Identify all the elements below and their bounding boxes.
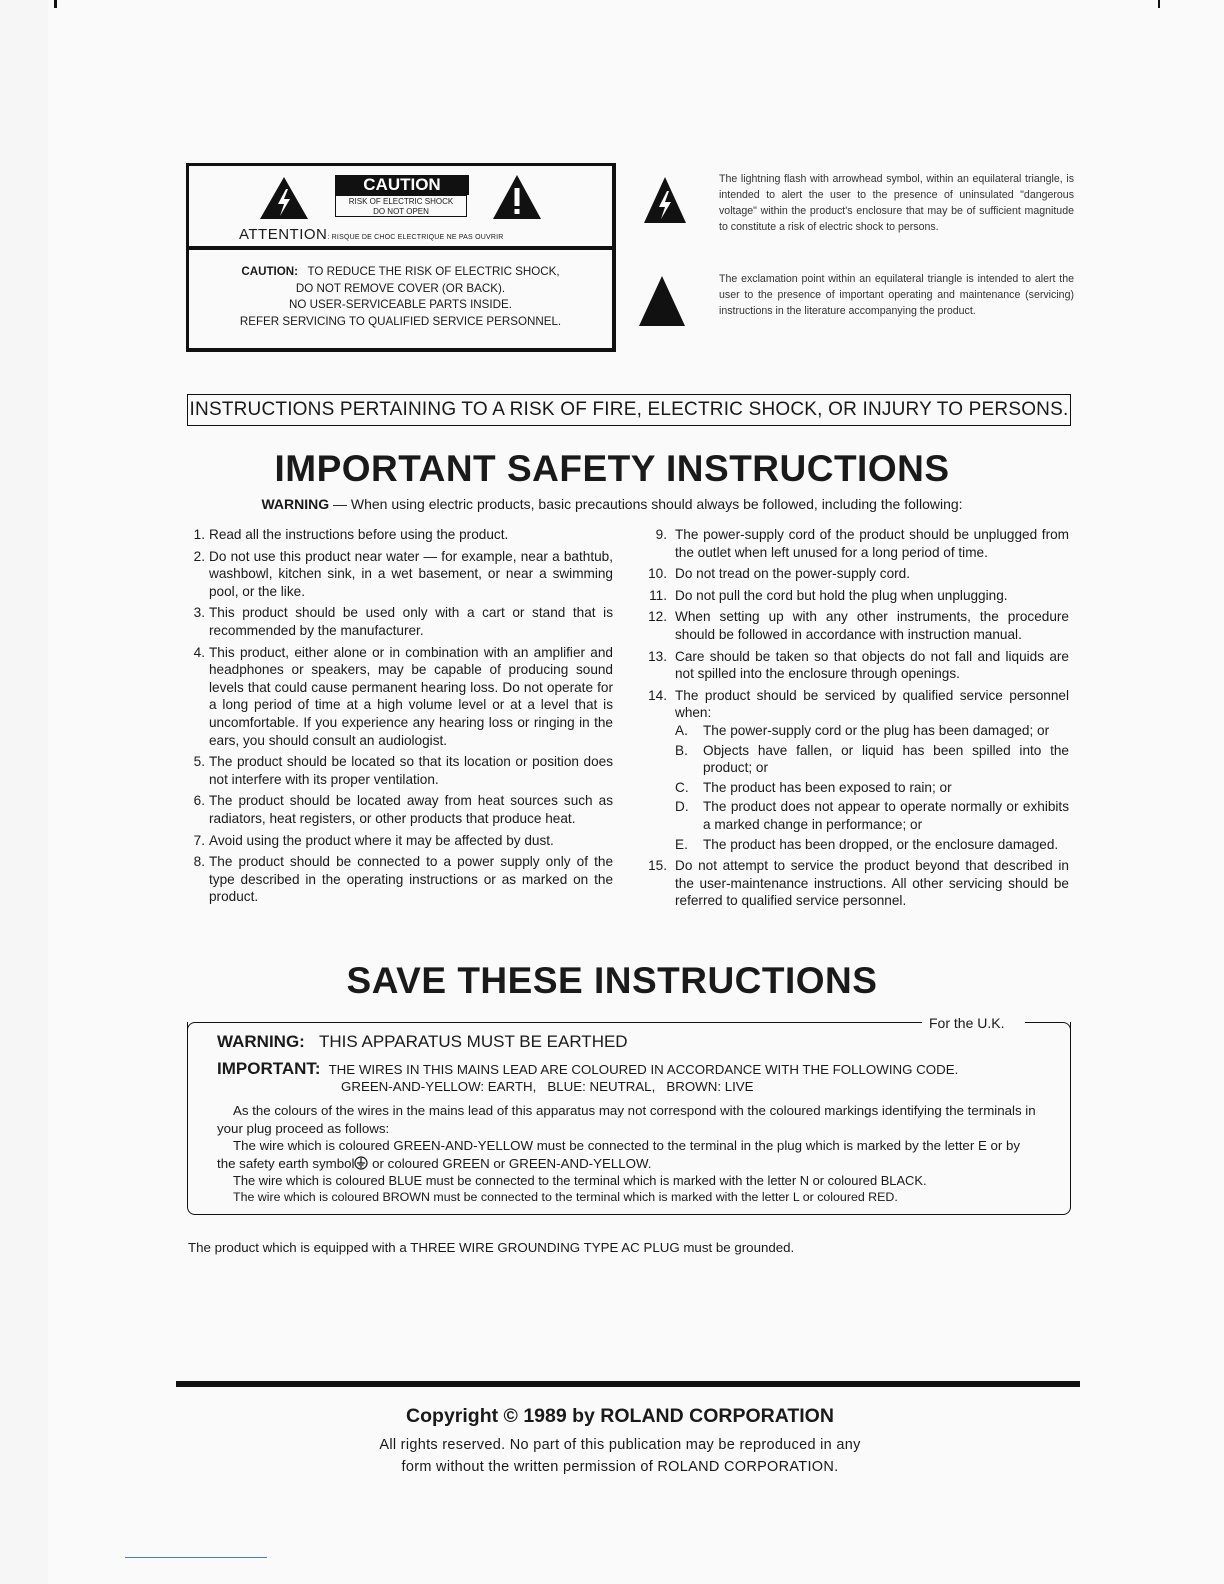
caution-box — [186, 163, 616, 352]
save-instructions-title: SAVE THESE INSTRUCTIONS — [346, 960, 878, 1001]
instructions-right-column — [645, 526, 1069, 914]
item-text: Do not pull the cord but hold the plug when unplugging. — [675, 587, 1008, 603]
item-number: 12. — [648, 609, 667, 625]
list-item — [187, 832, 613, 850]
item-text: The product has been dropped, or the enclosure damaged. — [703, 836, 1059, 852]
list-item — [187, 526, 613, 544]
list-item — [645, 565, 1069, 583]
uk-box-border — [1025, 1022, 1063, 1023]
caution-divider — [189, 246, 612, 250]
warning-line: WARNING — When using electric products, basic precautions should always be followed, including the following: — [261, 496, 963, 512]
item-text: Objects have fallen, or liquid has been spilled into the product; or — [703, 742, 1069, 776]
uk-box-corner — [187, 1022, 198, 1033]
item-text: The product should be serviced by qualified service personnel when: — [675, 687, 1069, 721]
sub-list — [675, 722, 1069, 853]
list-item — [675, 722, 1069, 740]
list-item — [645, 648, 1069, 683]
item-number: D. — [675, 799, 689, 815]
item-number: 5. — [193, 754, 205, 770]
instructions-left-column — [187, 526, 613, 910]
lightning-warning-icon — [643, 176, 687, 224]
item-number: 9. — [655, 527, 667, 542]
item-number: 10. — [648, 566, 667, 582]
item-number: 2. — [193, 548, 205, 564]
uk-important: IMPORTANT: THE WIRES IN THIS MAINS LEAD ARE COLOURED IN ACCORDANCE WITH THE FOLLOWING CODE. — [217, 1059, 959, 1078]
exclamation-symbol-text: The exclamation point within an equilateral triangle is intended to alert the user to the presence of important operating and maintenance (servicing) instructions in the literature accompanying the product. — [719, 273, 1074, 317]
rights-line: All rights reserved. No part of this publication may be reproduced in any — [379, 1437, 861, 1453]
bottom-link-underline — [125, 1557, 267, 1558]
item-text: The product does not appear to operate normally or exhibits a marked change in performance; or — [703, 799, 1069, 832]
list-item — [187, 644, 613, 750]
item-number: 3. — [193, 605, 205, 621]
item-number: 6. — [193, 793, 205, 809]
item-number: 13. — [648, 648, 667, 664]
item-number: 15. — [648, 858, 667, 874]
divider-rule — [176, 1381, 1080, 1387]
item-text: Care should be taken so that objects do not fall and liquids are not spilled into the enclosure through openings. — [675, 648, 1069, 682]
list-item — [675, 742, 1069, 777]
item-text: The product should be located away from heat sources such as radiators, heat registers, or other products that produce heat. — [209, 793, 613, 826]
item-number: 1. — [193, 527, 205, 542]
exclamation-warning-icon — [638, 275, 686, 327]
uk-paragraph: The wire which is coloured BROWN must be connected to the terminal which is marked with the letter L or coloured RED. — [233, 1190, 898, 1204]
list-item — [645, 587, 1069, 605]
uk-paragraph: The wire which is coloured BLUE must be connected to the terminal which is marked with the letter N or coloured BLACK. — [233, 1173, 927, 1188]
for-uk-label: For the U.K. — [929, 1015, 1005, 1031]
item-text: Do not tread on the power-supply cord. — [675, 566, 911, 582]
list-item — [187, 753, 613, 788]
item-text: The power-supply cord of the product should be unplugged from the outlet when left unused for a long period of time. — [675, 527, 1069, 560]
list-item — [645, 857, 1069, 910]
uk-paragraph: The wire which is coloured GREEN-AND-YELLOW must be connected to the terminal in the plug which is marked by the letter E or by the safety earth symbol or coloured GREEN or GREEN-AND-YELLOW. — [217, 1138, 1021, 1171]
uk-wire-code: GREEN-AND-YELLOW: EARTH, BLUE: NEUTRAL, BROWN: LIVE — [341, 1079, 754, 1094]
crop-mark — [1158, 0, 1160, 8]
item-number: B. — [675, 742, 688, 758]
caution-label: CAUTION — [335, 175, 469, 195]
exclamation-warning-icon — [492, 174, 542, 220]
item-number: C. — [675, 779, 689, 795]
item-number: 14. — [648, 687, 667, 703]
item-text: Do not use this product near water — for example, near a bathtub, washbowl, kitchen sink, in a wet basement, or near a swimming pool, or the like. — [209, 548, 613, 599]
list-item — [675, 779, 1069, 797]
item-number: 8. — [193, 854, 205, 870]
item-text: When setting up with any other instruments, the procedure should be followed in accordance with instruction manual. — [675, 609, 1069, 642]
copyright: Copyright © 1989 by ROLAND CORPORATION — [406, 1405, 834, 1427]
item-text: This product should be used only with a cart or stand that is recommended by the manufacturer. — [209, 605, 613, 638]
item-text: The product has been exposed to rain; or — [703, 779, 952, 795]
uk-warning: WARNING: THIS APPARATUS MUST BE EARTHED — [217, 1032, 628, 1051]
lightning-warning-icon — [259, 176, 309, 220]
item-number: 11. — [649, 587, 667, 603]
caution-text: CAUTION: TO REDUCE THE RISK OF ELECTRIC SHOCK, DO NOT REMOVE COVER (OR BACK). NO USER-SERVICEABLE PARTS INSIDE. REFER SERVICING TO QUALIFIED SERVICE PERSONNEL. — [239, 265, 562, 328]
risk-of-shock-label: RISK OF ELECTRIC SHOCK DO NOT OPEN — [335, 195, 467, 217]
item-text: Avoid using the product where it may be affected by dust. — [209, 832, 554, 848]
earth-symbol-icon — [354, 1156, 368, 1170]
item-number: 7. — [193, 832, 205, 848]
crop-mark — [54, 0, 57, 8]
item-number: 4. — [193, 644, 205, 660]
list-item — [645, 608, 1069, 643]
list-item — [187, 604, 613, 639]
list-item — [645, 687, 1069, 853]
uk-paragraph: As the colours of the wires in the mains lead of this apparatus may not correspond with the coloured markings identifying the terminals in your plug proceed as follows: — [217, 1103, 1036, 1136]
grounding-note: The product which is equipped with a THREE WIRE GROUNDING TYPE AC PLUG must be grounded. — [188, 1240, 795, 1255]
item-text: The power-supply cord or the plug has been damaged; or — [703, 722, 1050, 738]
attention-line: ATTENTION: RISQUE DE CHOC ELECTRIQUE NE PAS OUVRIR — [239, 226, 504, 243]
item-text: The product should be located so that its location or position does not interfere with its proper ventilation. — [209, 754, 613, 787]
page-title: IMPORTANT SAFETY INSTRUCTIONS — [274, 448, 950, 489]
list-item — [187, 792, 613, 827]
list-item — [187, 548, 613, 601]
list-item — [675, 798, 1069, 833]
instructions-banner: INSTRUCTIONS PERTAINING TO A RISK OF FIRE, ELECTRIC SHOCK, OR INJURY TO PERSONS. — [187, 394, 1071, 426]
item-text: This product, either alone or in combination with an amplifier and headphones or speakers, may be capable of producing sound levels that could cause permanent hearing loss. Do not operate for a long period of time at a high volume level or at a level that is uncomfortable. If you experience any hearing loss or ringing in the ears, you should consult an audiologist. — [209, 644, 613, 748]
lightning-symbol-text: The lightning flash with arrowhead symbol, within an equilateral triangle, is intended to alert the user to the presence of uninsulated "dangerous voltage" within the product's enclosure that may be of sufficient magnitude to constitute a risk of electric shock to persons. — [719, 173, 1074, 233]
rights-line: form without the written permission of ROLAND CORPORATION. — [401, 1459, 839, 1475]
uk-box-border — [196, 1022, 922, 1023]
item-text: Do not attempt to service the product beyond that described in the user-maintenance instructions. All other servicing should be referred to qualified service personnel. — [675, 858, 1069, 909]
item-text: Read all the instructions before using the product. — [209, 527, 509, 542]
list-item — [187, 853, 613, 906]
item-text: The product should be connected to a power supply only of the type described in the operating instructions or as marked on the product. — [209, 854, 613, 905]
item-number: E. — [675, 836, 688, 852]
item-number: A. — [675, 722, 688, 738]
list-item — [645, 526, 1069, 561]
list-item — [675, 836, 1069, 854]
